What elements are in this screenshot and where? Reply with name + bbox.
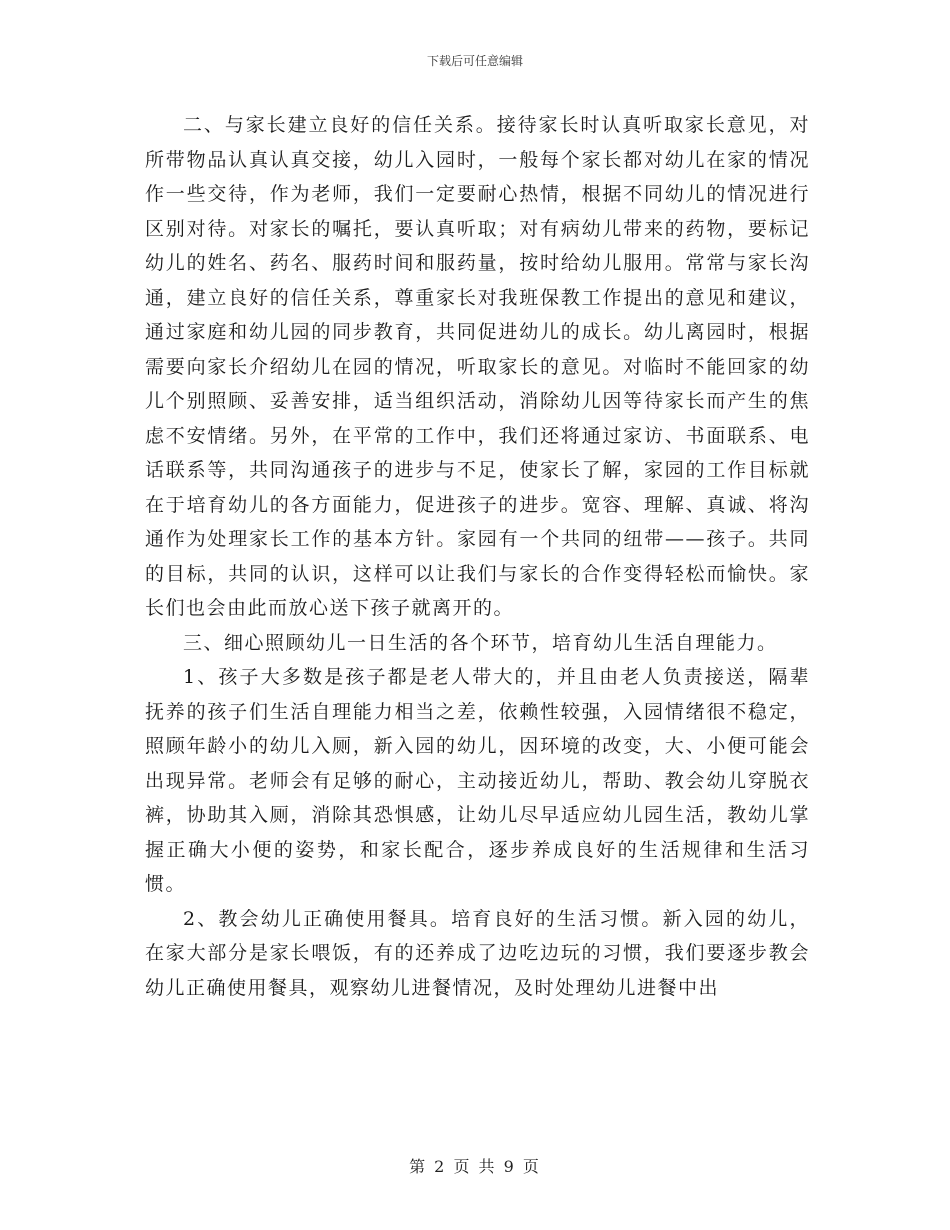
- paragraph-parent-relations: 二、与家长建立良好的信任关系。接待家长时认真听取家长意见，对所带物品认真认真交接，幼儿入园时，一般每个家长都对幼儿在家的情况作一些交待，作为老师，我们一定要耐心热情，根据不同幼儿的情况进行区别对待。对家长的嘱托，要认真听取；对有病幼儿带来的药物，要标记幼儿的姓名、药名、服药时间和服药量，按时给幼儿服用。常常与家长沟通，建立良好的信任关系，尊重家长对我班保教工作提出的意见和建议，通过家庭和幼儿园的同步教育，共同促进幼儿的成长。幼儿离园时，根据需要向家长介绍幼儿在园的情况，听取家长的意见。对临时不能回家的幼儿个别照顾、妥善安排，适当组织活动，消除幼儿因等待家长而产生的焦虑不安情绪。另外，在平常的工作中，我们还将通过家访、书面联系、电话联系等，共同沟通孩子的进步与不足，使家长了解，家园的工作目标就在于培育幼儿的各方面能力，促进孩子的进步。宽容、理解、真诚、将沟通作为处理家长工作的基本方针。家园有一个共同的纽带——孩子。共同的目标，共同的认识，这样可以让我们与家长的合作变得轻松而愉快。家长们也会由此而放心送下孩子就离开的。: [145, 114, 810, 619]
- document-body: [145, 108, 810, 1005]
- page-header: 下载后可任意编辑: [426, 54, 523, 68]
- paragraph-daily-care-heading: 三、细心照顾幼儿一日生活的各个环节，培育幼儿生活自理能力。: [183, 631, 778, 654]
- paragraph-toilet-training: 1、孩子大多数是孩子都是老人带大的，并且由老人负责接送，隔辈抚养的孩子们生活自理能力相当之差，依赖性较强，入园情绪很不稳定，照顾年龄小的幼儿入厕，新入园的幼儿，因环境的改变，大、小便可能会出现异常。老师会有足够的耐心，主动接近幼儿，帮助、教会幼儿穿脱衣裤，协助其入厕，消除其恐惧感，让幼儿尽早适应幼儿园生活，教幼儿掌握正确大小便的姿势，和家长配合，逐步养成良好的生活规律和生活习惯。: [145, 666, 810, 895]
- paragraph-tableware-use: 2、教会幼儿正确使用餐具。培育良好的生活习惯。新入园的幼儿，在家大部分是家长喂饭，有的还养成了边吃边玩的习惯，我们要逐步教会幼儿正确使用餐具，观察幼儿进餐情况，及时处理幼儿进餐中出: [145, 907, 810, 999]
- page-number: 第 2 页 共 9 页: [409, 1157, 541, 1176]
